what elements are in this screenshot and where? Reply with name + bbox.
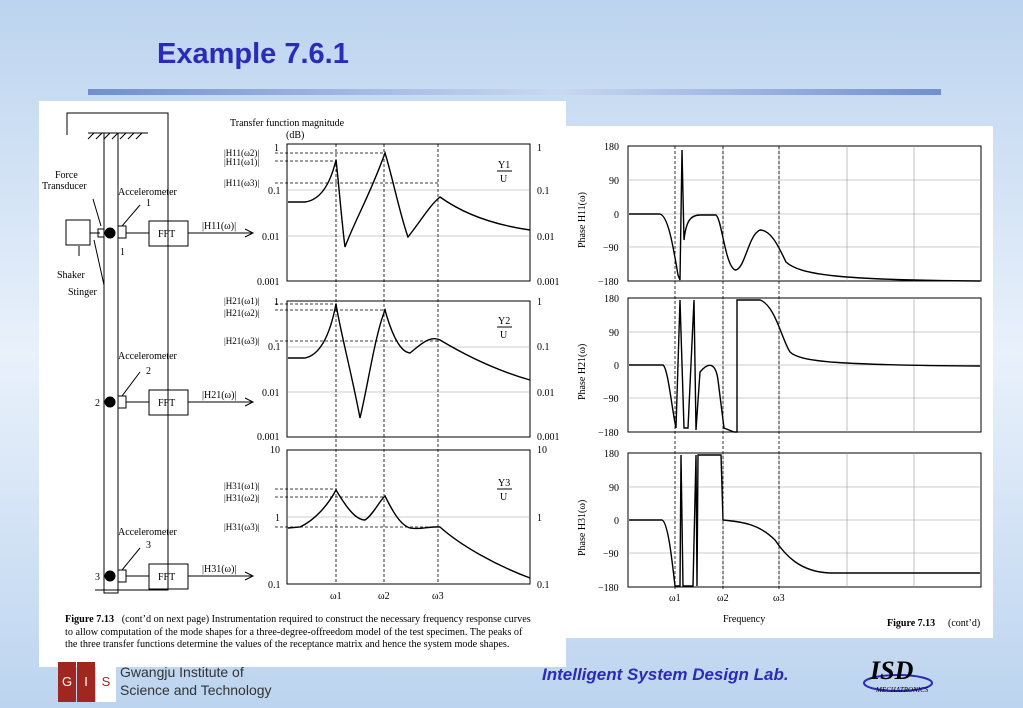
- plot-frame-h21: [287, 301, 530, 437]
- ratio-u3: U: [500, 492, 508, 503]
- phase-xlabel: Frequency: [723, 614, 766, 625]
- plot-gridlines: [287, 190, 530, 517]
- tick-0001-ar: 0.001: [537, 277, 560, 288]
- caption-text: (cont’d on next page) Instrumentation required to construct the necessary frequency response curves to allow computation of the mode shapes for a three-degree-offreedom model of the test specimen. The peaks of the three transfer functions determine the values of the receptance matrix and hence the system mode shapes.: [65, 614, 531, 651]
- ratio-u2: U: [500, 330, 508, 341]
- node-3-dot: [105, 571, 115, 581]
- phase-omega2-label: ω2: [717, 593, 729, 604]
- transducer-pointer: [93, 199, 101, 226]
- tick-01-a: 0.1: [268, 186, 281, 197]
- h21-output: |H21(ω)|: [202, 390, 237, 401]
- acc-num-3: 3: [146, 540, 151, 551]
- right-fig-label: Figure 7.13: [887, 618, 936, 629]
- label-h21-w1: |H21(ω1)|: [224, 296, 260, 306]
- fft-label-2: FFT: [158, 398, 176, 409]
- phase-omega1-label: ω1: [669, 593, 681, 604]
- tick-001-b: 0.01: [262, 388, 280, 399]
- omega3-label: ω3: [432, 591, 444, 602]
- tick-001-br: 0.01: [537, 388, 555, 399]
- tick-01-c: 0.1: [268, 580, 281, 591]
- tick-001-ar: 0.01: [537, 232, 555, 243]
- h11-leader-lines: [275, 153, 438, 183]
- title-underline: [88, 89, 941, 95]
- p1-t0: 0: [614, 210, 619, 221]
- tick-1-ar: 1: [537, 143, 542, 154]
- phase-h11-curve: [629, 150, 980, 281]
- ratio-y2: Y2: [498, 316, 511, 327]
- tick-10-cr: 10: [537, 445, 547, 456]
- p2-tm90: −90: [603, 394, 619, 405]
- omega1-label: ω1: [330, 591, 342, 602]
- phase-h21-curve: [629, 300, 980, 432]
- tick-1-a: 1: [274, 143, 279, 154]
- tick-0001-a: 0.001: [257, 277, 280, 288]
- p3-t90: 90: [609, 483, 619, 494]
- shaker-label: Shaker: [57, 270, 85, 281]
- p1-tm180: −180: [598, 277, 619, 288]
- accelerometer-label-1: Accelerometer: [118, 187, 177, 198]
- p2-t180: 180: [604, 294, 619, 305]
- p2-tm180: −180: [598, 428, 619, 439]
- label-h11-w3: |H11(ω3)|: [224, 178, 260, 188]
- accelerometer-3: [118, 570, 126, 582]
- isd-logo-graphic: [860, 655, 935, 697]
- left-figure-panel: [39, 101, 566, 667]
- tick-10-c: 10: [270, 445, 280, 456]
- isd-logo-text: ISD: [870, 656, 914, 685]
- accelerometer-label-3: Accelerometer: [118, 527, 177, 538]
- tick-01-br: 0.1: [537, 342, 550, 353]
- right-figure-panel: [566, 126, 993, 638]
- gist-name-line2: Science and Technology: [120, 682, 272, 698]
- label-h11-w1: |H11(ω1)|: [224, 157, 260, 167]
- p2-t90: 90: [609, 328, 619, 339]
- tick-1-b: 1: [274, 297, 279, 308]
- acc-num-2: 2: [146, 366, 151, 377]
- gist-letter-i: I: [77, 662, 95, 702]
- ground-hatch: [88, 133, 142, 139]
- force-label-2: Transducer: [42, 181, 87, 192]
- phase-plots: [566, 126, 993, 638]
- tick-0001-b: 0.001: [257, 432, 280, 443]
- right-fig-cont: (cont’d): [948, 618, 981, 629]
- figure-caption: [65, 614, 535, 652]
- phase-h31-curve: [629, 455, 980, 586]
- node-label-2: 2: [95, 398, 100, 409]
- h21-curve: [288, 304, 530, 418]
- tick-1-c: 1: [275, 513, 280, 524]
- ratio-y1: Y1: [498, 160, 511, 171]
- instrumentation-diagram: [39, 101, 566, 667]
- node-label-1: 1: [120, 247, 125, 258]
- label-h31-w1: |H31(ω1)|: [224, 481, 260, 491]
- isd-logo-subtext: MECHATRONICS: [876, 686, 929, 694]
- accelerometer-1: [118, 226, 126, 238]
- p1-t90: 90: [609, 176, 619, 187]
- label-h21-w3: |H21(ω3)|: [224, 336, 260, 346]
- tick-01-b: 0.1: [268, 342, 281, 353]
- acc3-pointer: [122, 548, 140, 570]
- tick-01-cr: 0.1: [537, 580, 550, 591]
- tick-01-ar: 0.1: [537, 186, 550, 197]
- node-label-3: 3: [95, 572, 100, 583]
- gist-name-line1: Gwangju Institute of: [120, 664, 244, 680]
- ratio-u1: U: [500, 174, 508, 185]
- force-label-1: Force: [55, 170, 78, 181]
- p3-tm180: −180: [598, 583, 619, 594]
- fft-label-1: FFT: [158, 229, 176, 240]
- omega2-label: ω2: [378, 591, 390, 602]
- stinger-label: Stinger: [68, 287, 97, 298]
- gist-letter-s: S: [96, 662, 116, 702]
- acc-num-1: 1: [146, 198, 151, 209]
- accelerometer-label-2: Accelerometer: [118, 351, 177, 362]
- stinger-pointer: [94, 240, 104, 285]
- test-beam: [104, 133, 118, 593]
- isd-logo: [860, 655, 935, 702]
- page-title: Example 7.6.1: [157, 38, 349, 70]
- acc2-pointer: [122, 372, 140, 396]
- plot-frame-h11: [287, 144, 530, 281]
- h31-leader-lines: [275, 489, 438, 527]
- tick-1-cr: 1: [537, 513, 542, 524]
- label-h31-w3: |H31(ω3)|: [224, 522, 260, 532]
- magnitude-unit: (dB): [286, 130, 305, 141]
- p3-tm90: −90: [603, 549, 619, 560]
- node-1-dot: [105, 228, 115, 238]
- label-h11-w2: |H11(ω2)|: [224, 148, 260, 158]
- accelerometer-2: [118, 396, 126, 408]
- h31-curve: [288, 490, 530, 578]
- h21-leader-lines: [275, 304, 438, 341]
- gist-letter-g: G: [58, 662, 76, 702]
- acc1-pointer: [122, 205, 140, 226]
- h11-curve: [288, 153, 530, 247]
- phase-ylabel-h11: Phase H11(ω): [577, 192, 588, 248]
- p2-t0: 0: [614, 361, 619, 372]
- p1-t180: 180: [604, 142, 619, 153]
- magnitude-header: Transfer function magnitude: [230, 118, 345, 129]
- tick-1-br: 1: [537, 297, 542, 308]
- phase-vgrid: [723, 146, 914, 587]
- phase-ylabel-h21: Phase H21(ω): [577, 343, 588, 400]
- caption-label: Figure 7.13: [65, 614, 115, 625]
- p1-tm90: −90: [603, 243, 619, 254]
- tick-001-a: 0.01: [262, 232, 280, 243]
- label-h31-w2: |H31(ω2)|: [224, 493, 260, 503]
- shaker-box: [66, 220, 90, 245]
- lab-name: Intelligent System Design Lab.: [542, 665, 789, 684]
- phase-ylabel-h31: Phase H31(ω): [577, 499, 588, 556]
- p3-t180: 180: [604, 449, 619, 460]
- tick-0001-br: 0.001: [537, 432, 560, 443]
- h31-output: |H31(ω)|: [202, 564, 237, 575]
- label-h21-w2: |H21(ω2)|: [224, 308, 260, 318]
- phase-omega3-label: ω3: [773, 593, 785, 604]
- p3-t0: 0: [614, 516, 619, 527]
- fft-label-3: FFT: [158, 572, 176, 583]
- node-2-dot: [105, 397, 115, 407]
- h11-output: |H11(ω)|: [202, 221, 237, 232]
- ratio-y3: Y3: [498, 478, 511, 489]
